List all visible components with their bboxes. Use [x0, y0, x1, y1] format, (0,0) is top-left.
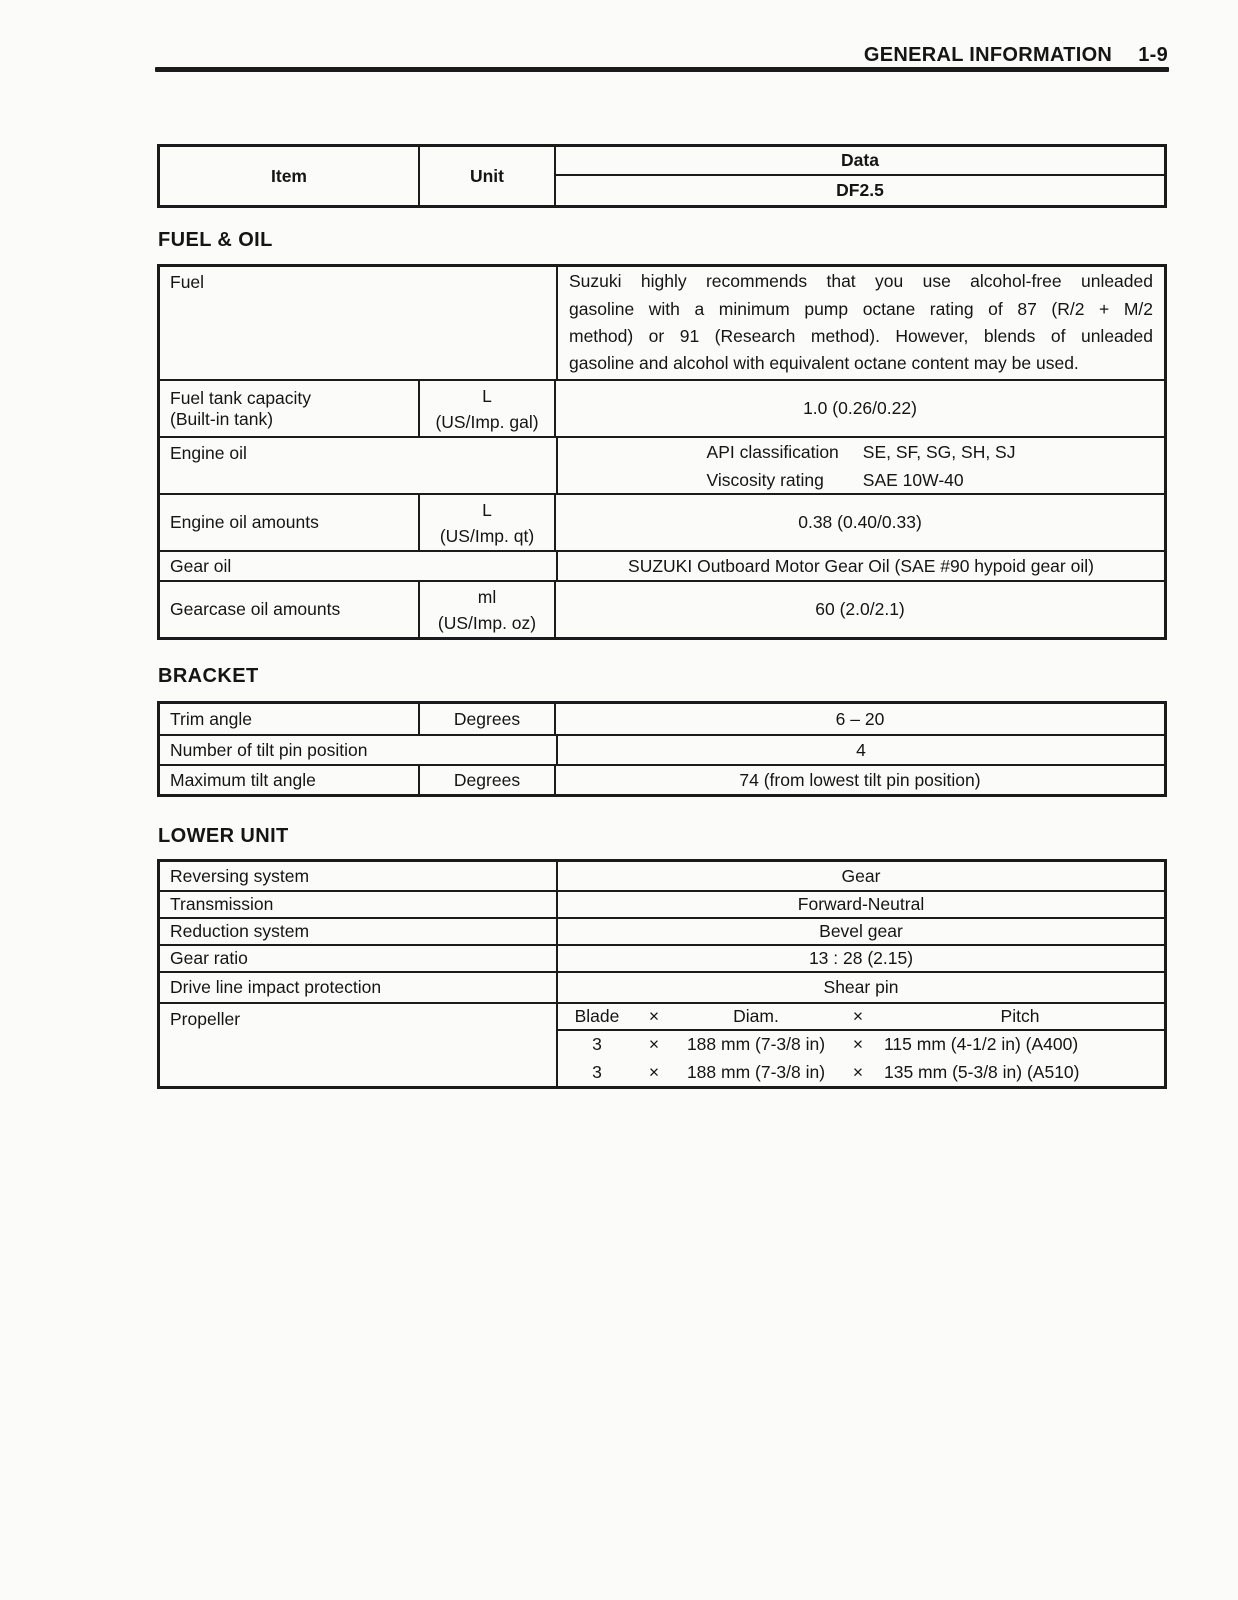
spec-value: SE, SF, SG, SH, SJ — [862, 441, 1016, 462]
column-header-model: DF2.5 — [836, 180, 884, 200]
propeller-header-pitch: Pitch — [1000, 1006, 1040, 1026]
column-header-item: Item — [160, 147, 420, 205]
row-label-engine-oil: Engine oil — [160, 438, 558, 493]
table-row-maximum-tilt-angle — [160, 764, 1164, 794]
column-header-data-group — [556, 147, 1164, 205]
propeller-spec-row — [558, 1058, 1164, 1086]
section-title-lower-unit: LOWER UNIT — [158, 825, 289, 847]
value-drive-line-impact-protection: Shear pin — [823, 977, 899, 997]
fuel-oil-table — [157, 264, 1167, 640]
spec-value: SAE 10W-40 — [862, 469, 964, 490]
value-engine-oil-amounts: 0.38 (0.40/0.33) — [798, 512, 922, 532]
row-label-reduction-system: Reduction system — [160, 919, 558, 944]
multiply-sign: × — [852, 1061, 864, 1082]
unit-engine-oil-amounts — [420, 495, 556, 550]
row-label-line: (Built-in tank) — [170, 408, 274, 429]
value-gearcase-oil-amounts: 60 (2.0/2.1) — [815, 599, 905, 619]
column-header-unit: Unit — [420, 147, 556, 205]
table-row-propeller — [160, 1002, 1164, 1086]
unit-trim-angle: Degrees — [420, 704, 556, 734]
row-label-reversing-system: Reversing system — [160, 862, 558, 890]
header-rule — [155, 67, 1169, 72]
multiply-sign: × — [648, 1061, 660, 1082]
value-gear-ratio: 13 : 28 (2.15) — [808, 948, 914, 968]
multiply-sign: × — [852, 1006, 864, 1026]
propeller-blade-count: 3 — [592, 1061, 602, 1082]
value-fuel-tank-capacity: 1.0 (0.26/0.22) — [803, 398, 917, 418]
page-header-title: GENERAL INFORMATION — [863, 44, 1113, 66]
table-row-fuel — [160, 267, 1164, 379]
column-header-data: Data — [556, 147, 1164, 176]
row-label-trim-angle: Trim angle — [160, 704, 420, 734]
propeller-pitch: 135 mm (5-3/8 in) (A510) — [884, 1061, 1080, 1082]
unit-line: ml — [477, 586, 497, 607]
row-label-gearcase-oil-amounts: Gearcase oil amounts — [160, 582, 420, 637]
unit-line: (US/Imp. qt) — [439, 525, 535, 546]
table-row-drive-line-impact-protection — [160, 971, 1164, 1002]
row-label-fuel-tank-capacity — [160, 381, 420, 436]
multiply-sign: × — [648, 1034, 660, 1054]
propeller-header-row — [558, 1004, 1164, 1031]
multiply-sign: × — [648, 1006, 660, 1026]
engine-oil-spec-grid — [707, 439, 1016, 493]
spec-column-header-table — [157, 144, 1167, 208]
bracket-table — [157, 701, 1167, 797]
row-label-gear-oil: Gear oil — [160, 552, 558, 580]
table-row-reversing-system — [160, 862, 1164, 890]
row-label-line: Fuel tank capacity — [170, 387, 312, 408]
row-label-propeller: Propeller — [160, 1004, 558, 1086]
page-header — [157, 44, 1168, 67]
value-maximum-tilt-angle: 74 (from lowest tilt pin position) — [739, 769, 981, 790]
fuel-recommendation-line: method) or 91 (Research method). However, blends of unleaded — [569, 326, 1153, 346]
propeller-header-diameter: Diam. — [733, 1006, 779, 1026]
spec-label: Viscosity rating — [706, 469, 824, 490]
propeller-spec-row — [558, 1031, 1164, 1058]
row-label-maximum-tilt-angle: Maximum tilt angle — [160, 766, 420, 794]
propeller-blade-count: 3 — [592, 1034, 602, 1054]
table-row-gear-oil — [160, 550, 1164, 580]
value-trim-angle: 6 – 20 — [835, 708, 885, 729]
spec-label: API classification — [706, 441, 839, 462]
propeller-diameter: 188 mm (7-3/8 in) — [686, 1034, 826, 1054]
row-label-drive-line-impact-protection: Drive line impact protection — [160, 973, 558, 1002]
table-row-engine-oil — [160, 436, 1164, 493]
fuel-recommendation-line: Suzuki highly recommends that you use alcohol-free unleaded — [569, 271, 1153, 292]
value-gear-oil: SUZUKI Outboard Motor Gear Oil (SAE #90 hypoid gear oil) — [628, 555, 1094, 576]
row-label-tilt-pin-position: Number of tilt pin position — [160, 736, 558, 764]
row-label-fuel: Fuel — [160, 267, 558, 379]
row-label-gear-ratio: Gear ratio — [160, 946, 558, 971]
unit-line: L — [482, 385, 492, 406]
row-label-engine-oil-amounts: Engine oil amounts — [160, 495, 420, 550]
section-title-bracket: BRACKET — [158, 665, 259, 687]
value-tilt-pin-position: 4 — [856, 739, 866, 760]
section-title-fuel-oil: FUEL & OIL — [158, 229, 273, 251]
unit-line: (US/Imp. gal) — [435, 411, 539, 432]
table-row-fuel-tank-capacity — [160, 379, 1164, 436]
propeller-header-blade: Blade — [574, 1006, 620, 1026]
table-row-gear-ratio — [160, 944, 1164, 971]
unit-line: (US/Imp. oz) — [437, 612, 537, 633]
row-label-transmission: Transmission — [160, 892, 558, 917]
propeller-pitch: 115 mm (4-1/2 in) (A400) — [884, 1034, 1079, 1054]
fuel-recommendation-line: gasoline and alcohol with equivalent octane content may be used. — [569, 353, 1079, 374]
unit-line: L — [482, 499, 492, 520]
table-row-tilt-pin-position — [160, 734, 1164, 764]
value-transmission: Forward-Neutral — [797, 894, 925, 914]
table-row-transmission — [160, 890, 1164, 917]
unit-maximum-tilt-angle: Degrees — [420, 766, 556, 794]
multiply-sign: × — [852, 1034, 864, 1054]
unit-fuel-tank-capacity — [420, 381, 556, 436]
table-row — [160, 147, 1164, 205]
table-row-engine-oil-amounts — [160, 493, 1164, 550]
table-row-reduction-system — [160, 917, 1164, 944]
value-reduction-system: Bevel gear — [819, 921, 903, 941]
propeller-spec-table — [558, 1004, 1164, 1086]
value-engine-oil — [558, 438, 1164, 493]
fuel-recommendation-line: gasoline with a minimum pump octane rating of 87 (R/2 + M/2 — [569, 298, 1153, 319]
propeller-diameter: 188 mm (7-3/8 in) — [686, 1061, 826, 1082]
unit-gearcase-oil-amounts — [420, 582, 556, 637]
table-row-trim-angle — [160, 704, 1164, 734]
lower-unit-table — [157, 859, 1167, 1089]
page-number: 1-9 — [1138, 44, 1168, 66]
value-reversing-system: Gear — [841, 865, 881, 886]
fuel-recommendation — [558, 267, 1164, 379]
table-row-gearcase-oil-amounts — [160, 580, 1164, 637]
